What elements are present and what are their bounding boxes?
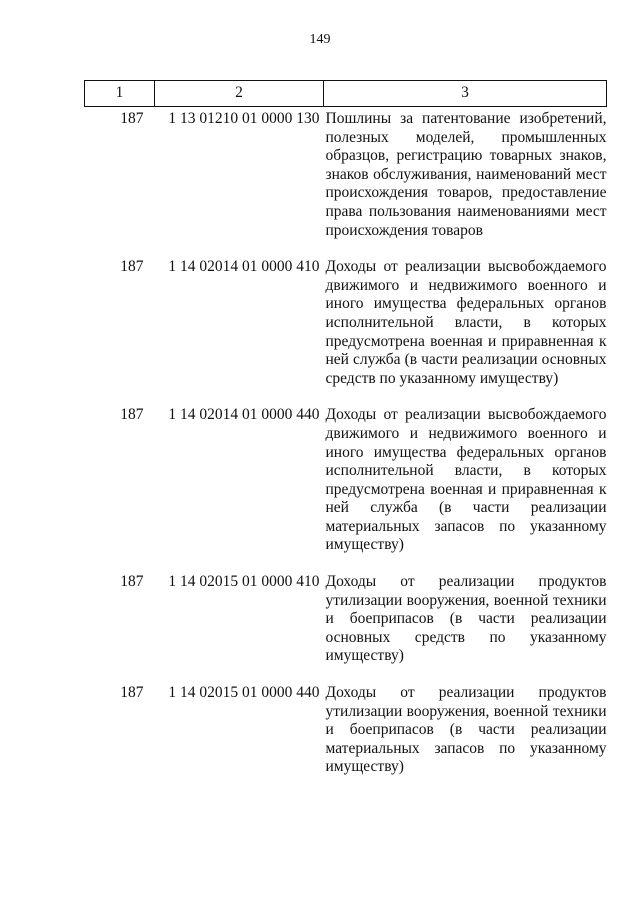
table-row (85, 573, 607, 684)
table-row (85, 684, 607, 795)
description-cell: Доходы от реализации высвобождаемого движимого и недвижимого военного и иного имущества федеральных органов исполнительной власти, в которых предусмотрена военная и приравненная к ней служба (в части реализации материальных запасов по указанному имуществу) (325, 406, 607, 554)
description-cell: Доходы от реализации продуктов утилизации вооружения, военной техники и боеприпасов (в части реализации основных средств по указанному имуществу) (325, 573, 607, 665)
column-header-2: 2 (155, 81, 324, 107)
admin-code-cell: 187 (120, 258, 144, 276)
table-row (85, 258, 607, 406)
admin-code-cell: 187 (120, 684, 144, 702)
table-row (85, 107, 607, 259)
column-header-3: 3 (324, 81, 607, 107)
table-header-row (85, 81, 607, 107)
budget-codes-table (84, 80, 607, 795)
admin-code-cell: 187 (120, 573, 144, 591)
income-code-cell: 1 14 02015 01 0000 440 (168, 684, 320, 702)
income-code-cell: 1 14 02015 01 0000 410 (168, 573, 320, 591)
admin-code-cell: 187 (120, 406, 144, 424)
income-code-cell: 1 14 02014 01 0000 410 (168, 258, 320, 276)
table-row (85, 406, 607, 573)
description-cell: Доходы от реализации высвобождаемого движимого и недвижимого военного и иного имущества федеральных органов исполнительной власти, в которых предусмотрена военная и приравненная к ней служба (в части реализации основных средств по указанному имуществу) (325, 258, 607, 387)
description-cell: Пошлины за патентование изобретений, полезных моделей, промышленных образцов, регистрацию товарных знаков, знаков обслуживания, наименований мест происхождения товаров, предоставление права пользования наименованиями мест происхождения товаров (325, 110, 607, 239)
income-code-cell: 1 14 02014 01 0000 440 (168, 406, 320, 424)
income-code-cell: 1 13 01210 01 0000 130 (168, 110, 320, 127)
admin-code-cell: 187 (120, 110, 144, 127)
page-number: 149 (309, 32, 331, 47)
column-header-1: 1 (85, 81, 155, 107)
description-cell: Доходы от реализации продуктов утилизации вооружения, военной техники и боеприпасов (в части реализации материальных запасов по указанному имуществу) (325, 684, 607, 776)
